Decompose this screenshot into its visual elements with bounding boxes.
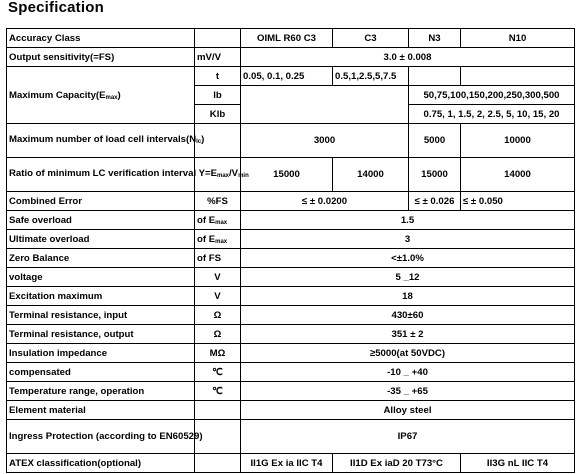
row-label: Ingress Protection (according to EN60529) [7,420,195,454]
table-row [7,268,575,287]
value-cell: N3 [409,29,461,48]
value-cell: N10 [461,29,575,48]
value-cell: 3 [241,230,575,249]
row-label: ATEX classification(optional) [7,454,195,473]
unit-cell: V [195,287,241,306]
unit-cell: Ω [195,325,241,344]
table-row [7,48,575,67]
table-row [7,29,575,48]
table-row [7,124,575,158]
unit-cell: ℃ [195,382,241,401]
unit-cell: of FS [195,249,241,268]
table-row [7,454,575,473]
table-row [7,420,575,454]
value-cell: Alloy steel [241,401,575,420]
unit-cell: t [195,67,241,86]
value-cell: <±1.0% [241,249,575,268]
value-cell: 18 [241,287,575,306]
value-cell: 0.5,1,2.5,5,7.5 [333,67,409,86]
unit-cell: lb [195,86,241,105]
row-label: Excitation maximum [7,287,195,306]
table-row [7,344,575,363]
value-cell: II1D Ex iaD 20 T73°C [333,454,461,473]
row-label: Zero Balance [7,249,195,268]
page-title: Specification [8,0,104,16]
value-cell: -35 _ +65 [241,382,575,401]
row-label: Maximum $Capacity(E_{max})$ [7,67,195,124]
value-cell: OIML R60 C3 [241,29,333,48]
value-cell: 15000 [409,158,461,192]
spec-table [6,28,575,473]
value-cell: 3000 [241,124,409,158]
row-label: Accuracy Class [7,29,195,48]
row-label: Combined Error [7,192,195,211]
unit-cell [195,401,241,420]
unit-cell: mV/V [195,48,241,67]
unit-cell: MΩ [195,344,241,363]
unit-cell: V [195,268,241,287]
table-row [7,230,575,249]
unit-cell: %FS [195,192,241,211]
value-cell [461,67,575,86]
table-row [7,158,575,192]
unit-cell: Klb [195,105,241,124]
table-row [7,192,575,211]
table-row [7,306,575,325]
value-cell: 10000 [461,124,575,158]
row-label: Insulation impedance [7,344,195,363]
unit-cell [195,29,241,48]
value-cell [241,86,409,124]
value-cell: ≤ ± 0.0200 [241,192,409,211]
value-cell: II3G nL IIC T4 [461,454,575,473]
row-label: Element material [7,401,195,420]
value-cell: II1G Ex ia IIC T4 [241,454,333,473]
value-cell: ≤ ± 0.050 [461,192,575,211]
unit-cell [195,454,241,473]
value-cell: ≥5000(at 50VDC) [241,344,575,363]
value-cell: 0.05, 0.1, 0.25 [241,67,333,86]
row-label: Terminal resistance, output [7,325,195,344]
value-cell: 351 ± 2 [241,325,575,344]
value-cell: ≤ ± 0.026 [409,192,461,211]
unit-cell: of $E_{max}$ [195,230,241,249]
table-row [7,382,575,401]
value-cell: 14000 [461,158,575,192]
unit-cell: ℃ [195,363,241,382]
value-cell: 14000 [333,158,409,192]
value-cell: C3 [333,29,409,48]
value-cell: IP67 [241,420,575,454]
row-label: voltage [7,268,195,287]
table-row [7,67,575,86]
value-cell: 5 _12 [241,268,575,287]
value-cell: 3.0 ± 0.008 [241,48,575,67]
row-label: Ultimate overload [7,230,195,249]
row-label: Ratio of minimum LC verification interval $Y=E_{max}/V_{min}$ [7,158,195,192]
value-cell: -10 _ +40 [241,363,575,382]
row-label: Safe overload [7,211,195,230]
table-row [7,211,575,230]
table-row [7,325,575,344]
row-label: Maximum number of load cell $intervals(N_{lc})$ [7,124,195,158]
value-cell: 430±60 [241,306,575,325]
row-label: Output sensitivity(=FS) [7,48,195,67]
value-cell: 50,75,100,150,200,250,300,500 [409,86,575,105]
unit-cell: of $E_{max}$ [195,211,241,230]
value-cell: 0.75, 1, 1.5, 2, 2.5, 5, 10, 15, 20 [409,105,575,124]
unit-cell: Ω [195,306,241,325]
table-row [7,287,575,306]
table-row [7,401,575,420]
row-label: Terminal resistance, input [7,306,195,325]
row-label: Temperature range, operation [7,382,195,401]
row-label: compensated [7,363,195,382]
table-row [7,249,575,268]
value-cell: 15000 [241,158,333,192]
value-cell [409,67,461,86]
table-row [7,363,575,382]
value-cell: 1.5 [241,211,575,230]
value-cell: 5000 [409,124,461,158]
